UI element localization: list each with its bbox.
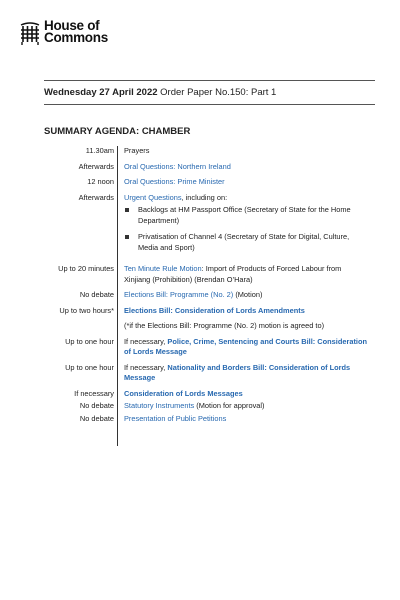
agenda-divider	[117, 146, 118, 446]
agenda-time: 12 noon	[87, 177, 114, 186]
agenda-time: 11.30am	[85, 146, 114, 155]
agenda-time: Up to 20 minutes	[58, 264, 114, 273]
agenda-time: No debate	[79, 413, 114, 423]
nationality-bill-prefix: If necessary,	[124, 362, 168, 372]
oral-questions-pm-link[interactable]: Oral Questions: Prime Minister	[124, 177, 225, 186]
agenda-row-elections-lords	[44, 306, 375, 317]
public-petitions-link[interactable]: Presentation of Public Petitions	[124, 413, 227, 423]
urgent-questions-suffix: , including on:	[181, 192, 228, 202]
elections-bill-lords-amendments-link[interactable]: Elections Bill: Consideration of Lords Amendments	[124, 305, 305, 315]
statutory-instruments-suffix: (Motion for approval)	[194, 401, 265, 410]
header-top-rule	[44, 80, 375, 81]
police-bill-prefix: If necessary,	[124, 336, 168, 346]
square-bullet-icon	[125, 235, 129, 239]
agenda-time: No debate	[79, 290, 114, 299]
urgent-question-topic: Privatisation of Channel 4 (Secretary of State for Digital, Culture, Media and Sport)	[138, 232, 350, 252]
agenda-time: Up to one hour	[65, 336, 114, 346]
agenda-row-elections-note	[44, 321, 375, 332]
agenda-time: Afterwards	[78, 192, 114, 202]
agenda-time: Afterwards	[78, 161, 114, 171]
agenda-time: Up to two hours*	[59, 305, 114, 315]
agenda-list	[44, 146, 375, 426]
urgent-question-topic: Backlogs at HM Passport Office (Secretary of State for the Home Department)	[138, 205, 351, 225]
police-crime-bill-link[interactable]: Police, Crime, Sentencing and Courts Bill: Consideration of Lords Message	[124, 336, 367, 356]
agenda-time: Up to one hour	[65, 362, 114, 372]
section-title: SUMMARY AGENDA: CHAMBER	[44, 126, 191, 137]
elections-bill-note: (*if the Elections Bill: Programme (No. 2) motion is agreed to)	[124, 321, 325, 330]
nationality-borders-bill-link[interactable]: Nationality and Borders Bill: Consideration of Lords Message	[124, 362, 351, 382]
urgent-questions-link[interactable]: Urgent Questions	[124, 192, 182, 202]
agenda-row-statutory	[44, 401, 375, 412]
agenda-item: Prayers	[124, 146, 150, 155]
portcullis-icon	[20, 22, 40, 46]
lords-messages-link[interactable]: Consideration of Lords Messages	[124, 388, 243, 398]
order-paper-header	[44, 87, 276, 98]
elections-bill-programme-suffix: (Motion)	[233, 290, 263, 299]
agenda-time: If necessary	[74, 388, 114, 398]
elections-bill-programme-link[interactable]: Elections Bill: Programme (No. 2)	[124, 290, 234, 299]
logo-line-2: Commons	[44, 30, 108, 45]
agenda-time: No debate	[79, 401, 114, 410]
agenda-row-urgent	[44, 193, 375, 204]
agenda-row-elections-programme	[44, 290, 375, 301]
agenda-row-prayers	[44, 146, 375, 157]
agenda-row-ten-minute	[44, 264, 375, 285]
house-of-commons-logo	[20, 20, 108, 46]
agenda-row-urgent-bullets	[44, 205, 375, 259]
agenda-row-police-bill	[44, 337, 375, 358]
oral-questions-ni-link[interactable]: Oral Questions: Northern Ireland	[124, 161, 231, 171]
list-item	[124, 232, 369, 253]
ten-minute-rule-link[interactable]: Ten Minute Rule Motion	[124, 264, 202, 273]
statutory-instruments-link[interactable]: Statutory Instruments	[124, 401, 195, 410]
ten-minute-rule-detail: : Import of Products of Forced Labour from Xinjiang (Prohibition) (Brendan O’Hara)	[124, 264, 342, 284]
agenda-row-oral-ni	[44, 162, 375, 173]
agenda-row-lords-messages	[44, 389, 375, 400]
header-bottom-rule	[44, 104, 375, 105]
square-bullet-icon	[125, 208, 129, 212]
agenda-row-nationality-bill	[44, 363, 375, 384]
list-item	[124, 205, 369, 226]
order-paper-number: Order Paper No.150: Part 1	[157, 87, 277, 98]
logo-line-1: House of	[44, 18, 100, 33]
agenda-row-petitions	[44, 414, 375, 425]
agenda-row-oral-pm	[44, 177, 375, 188]
order-paper-date: Wednesday 27 April 2022	[44, 87, 158, 98]
